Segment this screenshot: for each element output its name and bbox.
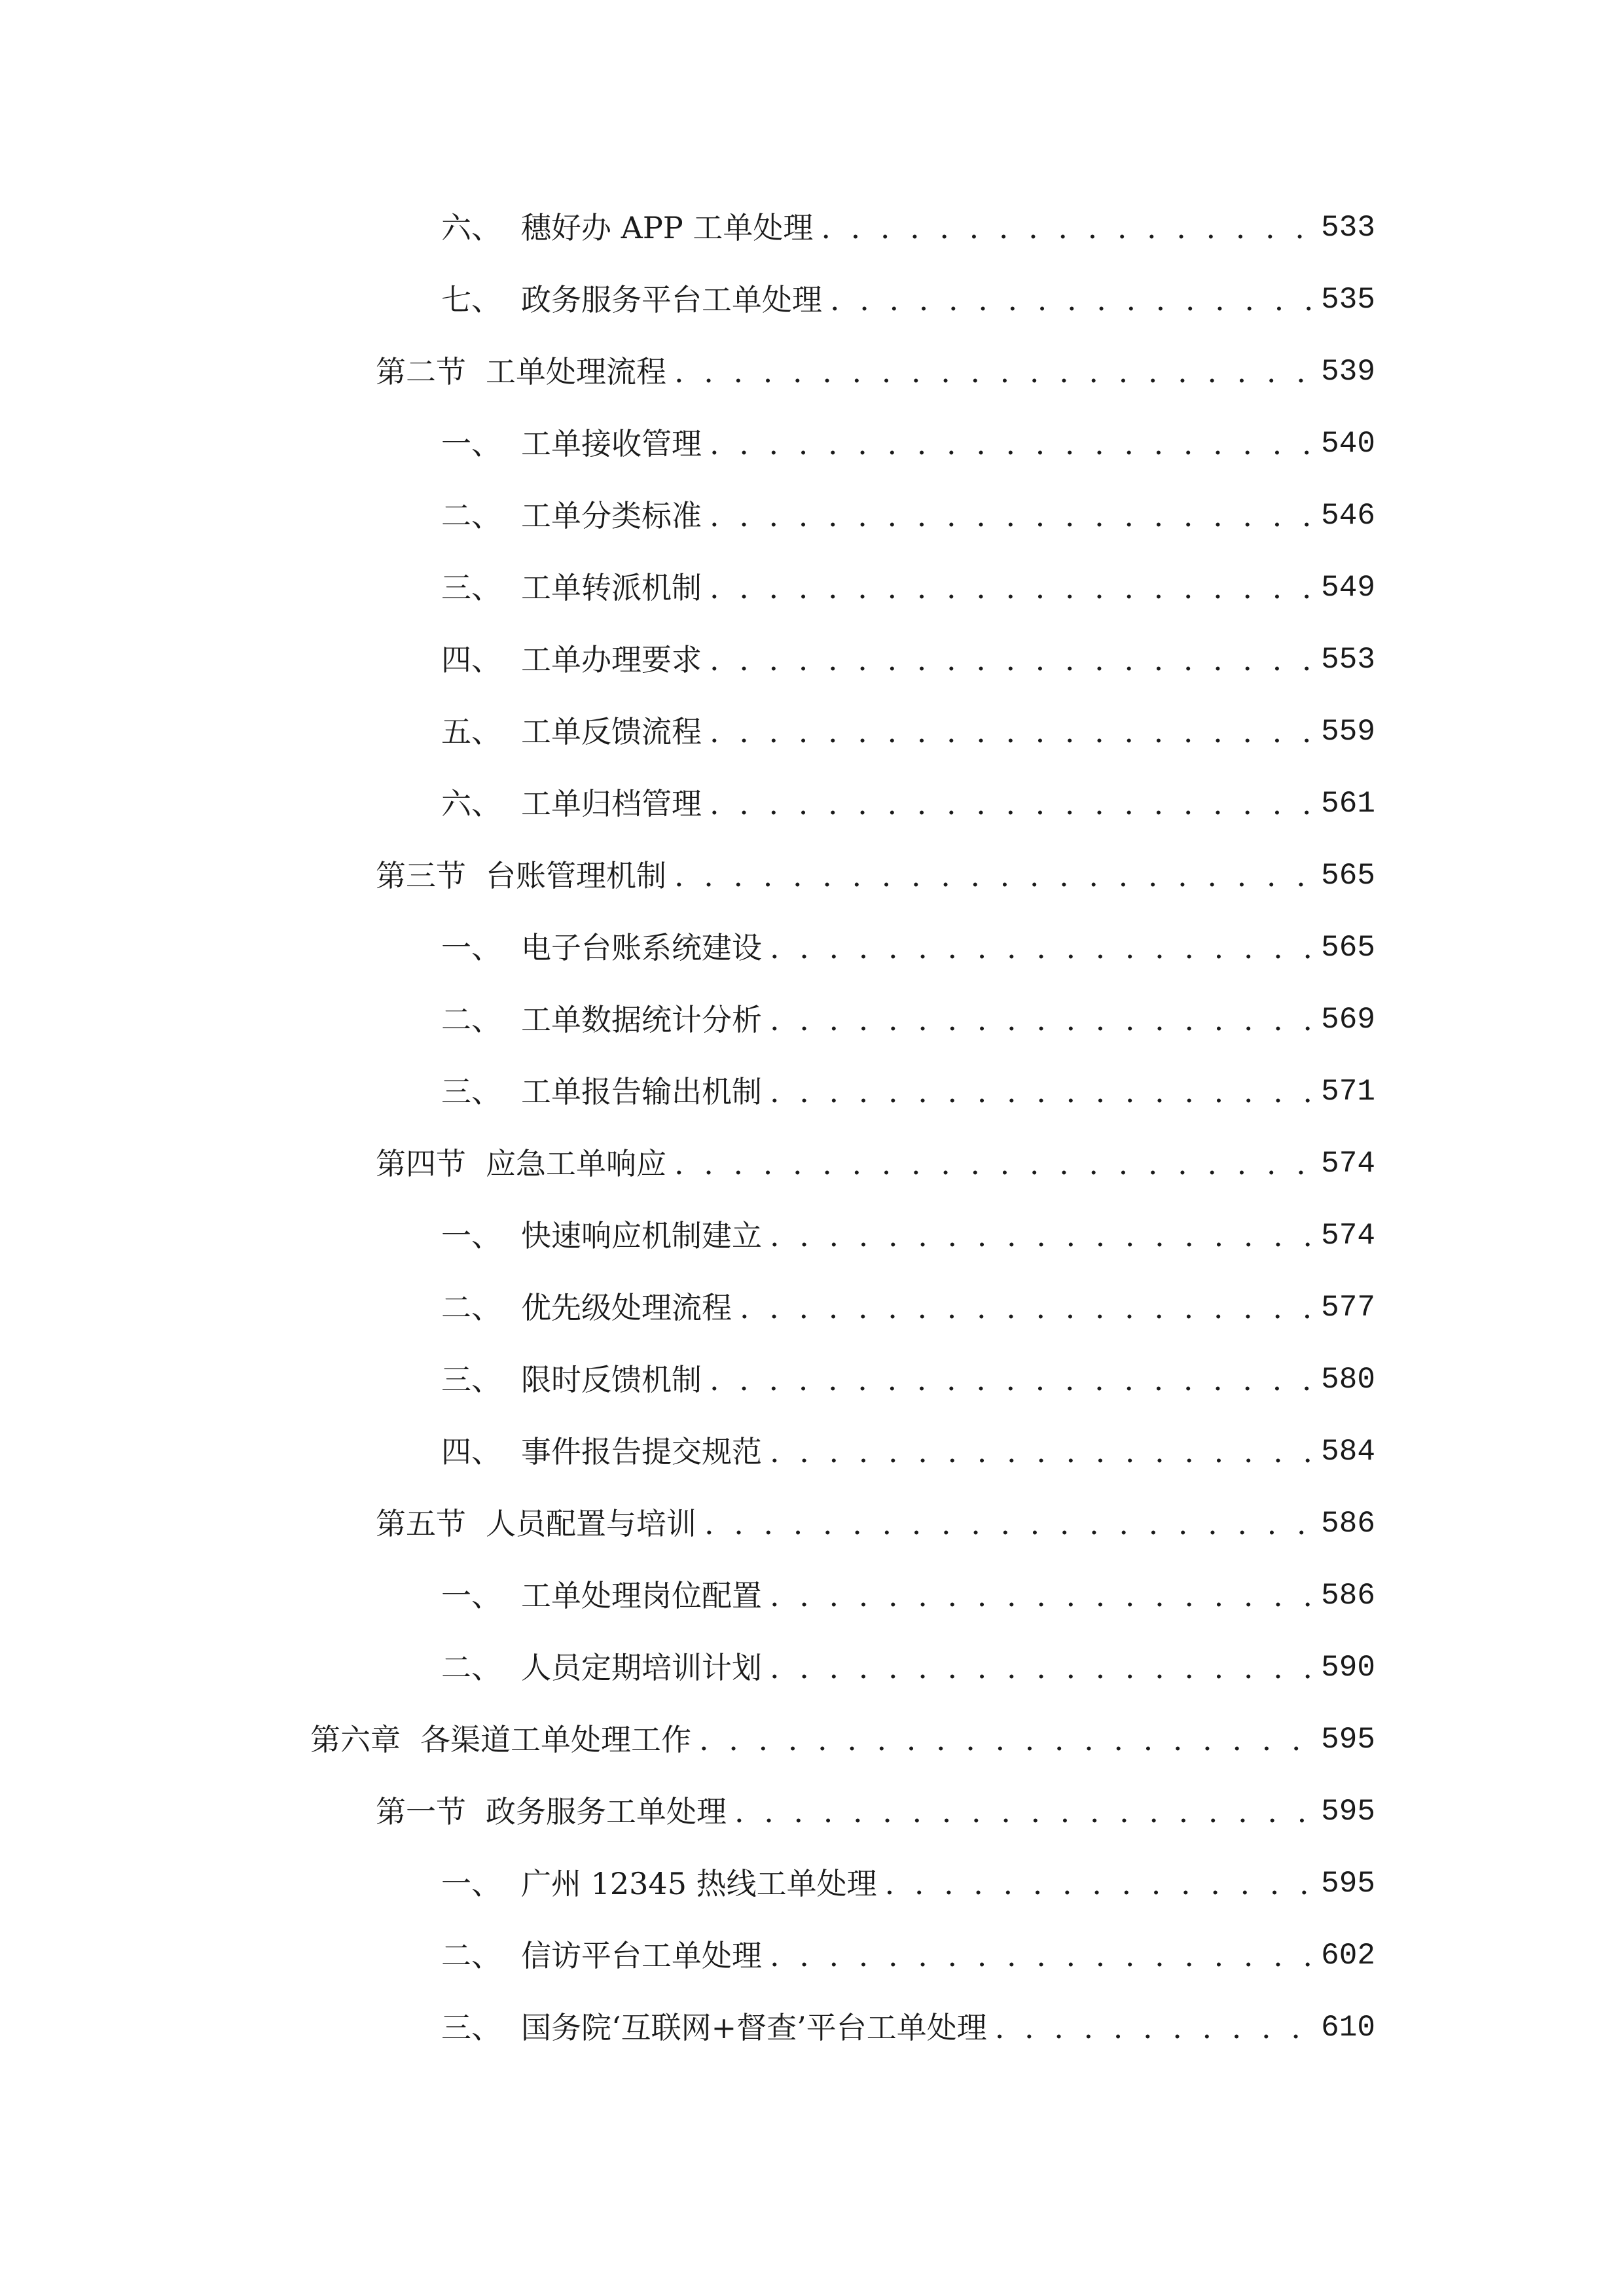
toc-entry[interactable] (0, 1560, 1624, 1632)
toc-entry-page-number: 610 (1316, 1992, 1375, 2064)
toc-entry-title: 工单分类标准 (521, 498, 702, 533)
toc-entry-text (441, 552, 1375, 624)
dot-leader (885, 1848, 1367, 1920)
toc-entry-page-number: 590 (1316, 1632, 1375, 1704)
toc-entry-number: 第三节 (376, 858, 466, 893)
toc-entry[interactable] (0, 984, 1624, 1056)
toc-entry-number: 五、 (441, 714, 501, 749)
toc-entry-page-number: 595 (1316, 1704, 1375, 1776)
toc-entry-text (441, 1632, 1375, 1704)
toc-entry-text (376, 840, 1375, 912)
toc-entry-title: 人员配置与培训 (486, 1506, 696, 1541)
toc-entry-number: 六、 (441, 786, 501, 821)
toc-entry-page-number: 602 (1316, 1920, 1375, 1992)
toc-entry-text (376, 1488, 1375, 1560)
dot-leader (704, 1488, 1367, 1560)
table-of-contents (0, 192, 1624, 2064)
toc-entry[interactable] (0, 696, 1624, 768)
toc-entry-text (441, 984, 1375, 1056)
toc-entry-title: 工单办理要求 (521, 642, 702, 677)
toc-entry-page-number: 546 (1316, 480, 1375, 552)
toc-entry[interactable] (0, 552, 1624, 624)
toc-entry-title: 工单转派机制 (521, 570, 702, 605)
toc-entry-number: 三、 (441, 2010, 501, 2045)
toc-entry-text (441, 1416, 1375, 1488)
toc-entry-number: 第二节 (376, 354, 466, 389)
toc-entry-page-number: 535 (1316, 264, 1375, 336)
toc-entry-page-number: 574 (1316, 1128, 1375, 1200)
toc-entry-title: 工单反馈流程 (521, 714, 702, 749)
dot-leader (770, 1920, 1367, 1992)
toc-entry-title: 优先级处理流程 (521, 1290, 732, 1325)
toc-entry-title: 应急工单响应 (486, 1146, 666, 1181)
toc-entry-page-number: 561 (1316, 768, 1375, 840)
toc-entry-page-number: 533 (1316, 192, 1375, 264)
dot-leader (770, 912, 1367, 984)
toc-entry-number: 第四节 (376, 1146, 466, 1181)
toc-entry-text (441, 624, 1375, 696)
dot-leader (674, 840, 1367, 912)
toc-entry-text (441, 408, 1375, 480)
toc-entry[interactable] (0, 1056, 1624, 1128)
toc-entry-page-number: 580 (1316, 1344, 1375, 1416)
dot-leader (821, 192, 1367, 264)
toc-entry-title: 事件报告提交规范 (521, 1434, 762, 1469)
toc-entry-title: 工单数据统计分析 (521, 1002, 762, 1037)
toc-entry-page-number: 559 (1316, 696, 1375, 768)
toc-entry[interactable] (0, 840, 1624, 912)
dot-leader (770, 1560, 1367, 1632)
toc-entry-number: 四、 (441, 642, 501, 677)
toc-entry-page-number: 565 (1316, 912, 1375, 984)
dot-leader (674, 1128, 1367, 1200)
toc-entry-page-number: 595 (1316, 1848, 1375, 1920)
toc-entry-text (441, 1920, 1375, 1992)
toc-entry-page-number: 569 (1316, 984, 1375, 1056)
toc-entry-number: 三、 (441, 1074, 501, 1109)
toc-entry[interactable] (0, 1416, 1624, 1488)
toc-entry-number: 一、 (441, 426, 501, 461)
toc-entry-title: 台账管理机制 (486, 858, 666, 893)
toc-entry[interactable] (0, 1776, 1624, 1848)
dot-leader (710, 552, 1367, 624)
toc-entry-text (310, 1704, 1375, 1776)
toc-entry-title: 电子台账系统建设 (521, 930, 762, 965)
toc-entry-title: 穗好办 APP 工单处理 (521, 210, 814, 245)
dot-leader (674, 336, 1367, 408)
toc-entry[interactable] (0, 1632, 1624, 1704)
toc-entry[interactable] (0, 1920, 1624, 1992)
toc-entry-title: 各渠道工单处理工作 (420, 1722, 691, 1757)
toc-entry-page-number: 549 (1316, 552, 1375, 624)
toc-entry-number: 七、 (441, 282, 501, 317)
toc-entry-text (441, 1272, 1375, 1344)
toc-entry-title: 工单接收管理 (521, 426, 702, 461)
dot-leader (770, 1056, 1367, 1128)
toc-entry-title: 限时反馈机制 (521, 1362, 702, 1397)
toc-entry-title: 工单报告输出机制 (521, 1074, 762, 1109)
toc-entry-number: 四、 (441, 1434, 501, 1469)
toc-entry-title: 工单归档管理 (521, 786, 702, 821)
toc-entry-page-number: 586 (1316, 1560, 1375, 1632)
toc-entry-page-number: 553 (1316, 624, 1375, 696)
dot-leader (995, 1992, 1367, 2064)
toc-entry[interactable] (0, 1992, 1624, 2064)
toc-entry-number: 二、 (441, 1290, 501, 1325)
toc-entry[interactable] (0, 192, 1624, 264)
toc-entry-text (441, 768, 1375, 840)
toc-entry-page-number: 565 (1316, 840, 1375, 912)
toc-entry-title: 人员定期培训计划 (521, 1650, 762, 1685)
dot-leader (770, 1632, 1367, 1704)
toc-entry[interactable] (0, 1704, 1624, 1776)
toc-entry[interactable] (0, 912, 1624, 984)
toc-entry-page-number: 595 (1316, 1776, 1375, 1848)
toc-entry-text (441, 192, 1375, 264)
dot-leader (710, 624, 1367, 696)
toc-entry-number: 二、 (441, 1650, 501, 1685)
toc-entry-text (441, 480, 1375, 552)
toc-entry-number: 第五节 (376, 1506, 466, 1541)
toc-entry-number: 六、 (441, 210, 501, 245)
toc-entry-number: 一、 (441, 1578, 501, 1613)
dot-leader (770, 984, 1367, 1056)
toc-entry-text (441, 1200, 1375, 1272)
toc-entry[interactable] (0, 1848, 1624, 1920)
toc-entry[interactable] (0, 1344, 1624, 1416)
toc-entry-text (376, 1776, 1375, 1848)
toc-entry-title: 工单处理岗位配置 (521, 1578, 762, 1613)
toc-entry-page-number: 571 (1316, 1056, 1375, 1128)
toc-entry-title: 政务服务平台工单处理 (521, 282, 822, 317)
toc-entry[interactable] (0, 264, 1624, 336)
toc-entry-number: 三、 (441, 570, 501, 605)
dot-leader (740, 1272, 1367, 1344)
dot-leader (734, 1776, 1367, 1848)
toc-entry-text (441, 1992, 1375, 2064)
toc-entry-number: 第六章 (310, 1722, 401, 1757)
toc-entry-page-number: 584 (1316, 1416, 1375, 1488)
toc-entry-text (441, 1344, 1375, 1416)
toc-entry-title: 国务院‘互联网+督查’平台工单处理 (521, 2010, 987, 2045)
toc-entry[interactable] (0, 768, 1624, 840)
toc-entry-title: 广州 12345 热线工单处理 (521, 1866, 877, 1901)
toc-entry[interactable] (0, 1488, 1624, 1560)
dot-leader (710, 1344, 1367, 1416)
dot-leader (770, 1200, 1367, 1272)
toc-entry-text (376, 336, 1375, 408)
toc-entry[interactable] (0, 1200, 1624, 1272)
toc-entry-title: 快速响应机制建立 (521, 1218, 762, 1253)
toc-entry-title: 政务服务工单处理 (486, 1794, 727, 1829)
toc-entry-number: 三、 (441, 1362, 501, 1397)
toc-entry[interactable] (0, 1128, 1624, 1200)
toc-entry-number: 一、 (441, 930, 501, 965)
toc-entry[interactable] (0, 480, 1624, 552)
toc-entry-page-number: 540 (1316, 408, 1375, 480)
toc-entry[interactable] (0, 408, 1624, 480)
toc-entry-number: 一、 (441, 1866, 501, 1901)
toc-entry-title: 工单处理流程 (486, 354, 666, 389)
toc-entry-number: 二、 (441, 1938, 501, 1973)
toc-entry-title: 信访平台工单处理 (521, 1938, 762, 1973)
toc-entry-page-number: 539 (1316, 336, 1375, 408)
dot-leader (710, 408, 1367, 480)
toc-entry-text (441, 264, 1375, 336)
toc-entry-text (441, 912, 1375, 984)
dot-leader (699, 1704, 1367, 1776)
dot-leader (770, 1416, 1367, 1488)
toc-entry-page-number: 574 (1316, 1200, 1375, 1272)
toc-entry-text (441, 696, 1375, 768)
toc-entry-text (441, 1560, 1375, 1632)
toc-entry-number: 二、 (441, 498, 501, 533)
dot-leader (710, 696, 1367, 768)
toc-entry[interactable] (0, 1272, 1624, 1344)
dot-leader (710, 480, 1367, 552)
toc-entry[interactable] (0, 336, 1624, 408)
toc-entry-number: 二、 (441, 1002, 501, 1037)
toc-entry-number: 一、 (441, 1218, 501, 1253)
dot-leader (710, 768, 1367, 840)
toc-entry-page-number: 577 (1316, 1272, 1375, 1344)
toc-entry-number: 第一节 (376, 1794, 466, 1829)
toc-entry-text (441, 1848, 1375, 1920)
toc-entry-page-number: 586 (1316, 1488, 1375, 1560)
dot-leader (830, 264, 1367, 336)
toc-entry-text (376, 1128, 1375, 1200)
toc-entry-text (441, 1056, 1375, 1128)
toc-entry[interactable] (0, 624, 1624, 696)
